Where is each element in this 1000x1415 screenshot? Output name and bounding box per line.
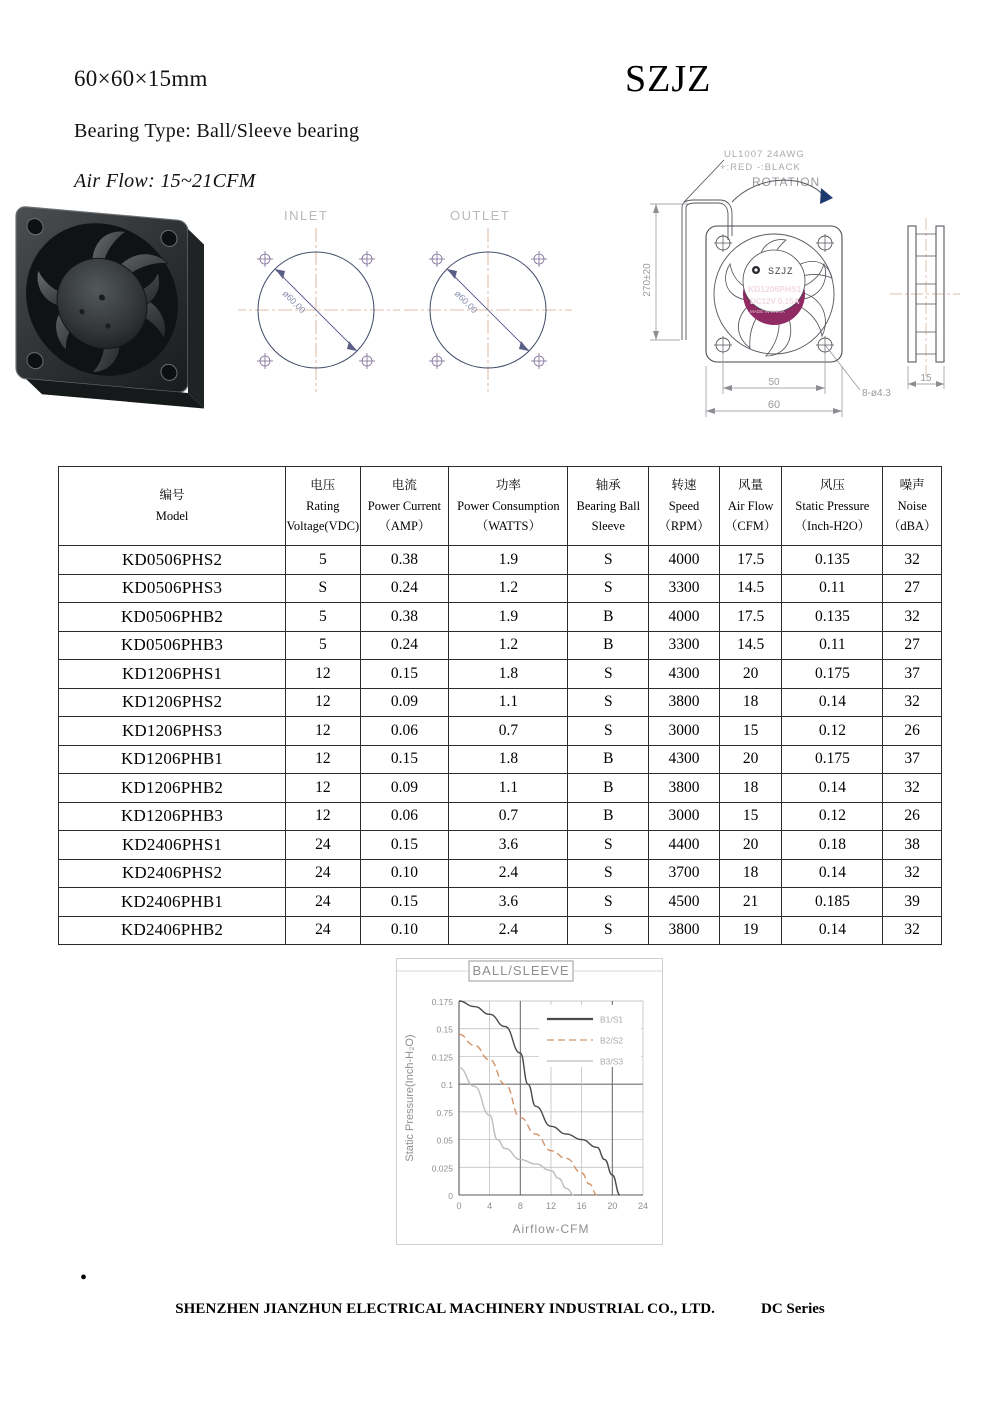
- cell-air-flow: 20: [719, 745, 782, 774]
- cell-model: KD1206PHB1: [59, 745, 286, 774]
- cell-bearing: S: [568, 688, 649, 717]
- cell-static-pressure: 0.185: [782, 888, 883, 917]
- chart-legend-bg: [539, 1005, 641, 1067]
- cell-static-pressure: 0.11: [782, 574, 883, 603]
- cell-power-current: 0.10: [360, 916, 449, 945]
- inlet-diameter-dim: ø60.00: [280, 288, 308, 316]
- cell-bearing: B: [568, 631, 649, 660]
- cell-noise: 32: [883, 774, 942, 803]
- inlet-label: INLET: [284, 208, 329, 223]
- cell-bearing: B: [568, 745, 649, 774]
- cell-static-pressure: 0.18: [782, 831, 883, 860]
- table-row: [59, 631, 942, 660]
- cell-air-flow: 19: [719, 916, 782, 945]
- cell-speed: 4000: [649, 603, 720, 632]
- cell-power-current: 0.15: [360, 831, 449, 860]
- column-header-power-consumption: [449, 467, 568, 546]
- hole-spec-label: 8-ø4.3: [862, 388, 891, 399]
- header-cn: 编号: [159, 488, 185, 503]
- cell-rating: 5: [286, 631, 360, 660]
- cell-power-consumption: 2.4: [449, 859, 568, 888]
- cell-power-current: 0.06: [360, 717, 449, 746]
- lead-length-dim: 270±20: [642, 263, 653, 297]
- brand-logo: SZJZ: [625, 58, 712, 100]
- header-cn: 电压: [310, 478, 336, 493]
- spec-dimensions: 60×60×15mm: [74, 66, 208, 91]
- column-header-speed: [649, 467, 720, 546]
- cell-model: KD1206PHB3: [59, 802, 286, 831]
- chart-ytick-label: 0.025: [431, 1163, 453, 1174]
- cell-model: KD2406PHB1: [59, 888, 286, 917]
- cell-bearing: S: [568, 574, 649, 603]
- cell-static-pressure: 0.175: [782, 660, 883, 689]
- chart-ytick-label: 0.175: [431, 997, 453, 1007]
- cell-model: KD1206PHS1: [59, 660, 286, 689]
- chart-legend-label: B2/S2: [600, 1035, 624, 1046]
- header-unit: （AMP）: [378, 519, 431, 534]
- cell-power-consumption: 1.1: [449, 774, 568, 803]
- table-header-row: [59, 467, 942, 546]
- header-en: Noise: [897, 498, 927, 513]
- header-cn: 风压: [819, 478, 845, 493]
- cell-model: KD0506PHB2: [59, 603, 286, 632]
- table-row: [59, 574, 942, 603]
- header-cn: 风量: [738, 478, 764, 493]
- hub-brand-label: SZJZ: [768, 266, 794, 276]
- header-unit: （Inch-H2O）: [794, 519, 871, 534]
- cell-noise: 37: [883, 745, 942, 774]
- table-row: [59, 688, 942, 717]
- cell-static-pressure: 0.135: [782, 603, 883, 632]
- cell-rating: 24: [286, 859, 360, 888]
- cell-rating: 12: [286, 688, 360, 717]
- cell-power-current: 0.38: [360, 546, 449, 575]
- cell-noise: 39: [883, 888, 942, 917]
- cell-static-pressure: 0.12: [782, 717, 883, 746]
- column-header-rating: [286, 467, 360, 546]
- cell-power-current: 0.06: [360, 802, 449, 831]
- cell-noise: 32: [883, 546, 942, 575]
- cell-air-flow: 18: [719, 688, 782, 717]
- cell-power-consumption: 1.8: [449, 745, 568, 774]
- cell-speed: 4000: [649, 546, 720, 575]
- table-row: [59, 831, 942, 860]
- cell-power-consumption: 1.9: [449, 603, 568, 632]
- header-en: Air Flow: [727, 498, 774, 513]
- cell-bearing: S: [568, 717, 649, 746]
- column-header-static-pressure: [782, 467, 883, 546]
- footer-series-label: DC Series: [761, 1301, 825, 1317]
- cell-power-consumption: 2.4: [449, 916, 568, 945]
- table-row: [59, 603, 942, 632]
- cell-power-current: 0.10: [360, 859, 449, 888]
- cell-bearing: S: [568, 546, 649, 575]
- cell-bearing: S: [568, 888, 649, 917]
- cell-bearing: S: [568, 859, 649, 888]
- cell-rating: 5: [286, 603, 360, 632]
- cell-noise: 32: [883, 916, 942, 945]
- cell-rating: 12: [286, 717, 360, 746]
- table-row: [59, 802, 942, 831]
- cell-speed: 4400: [649, 831, 720, 860]
- header-unit: Sleeve: [591, 519, 625, 534]
- cell-static-pressure: 0.14: [782, 774, 883, 803]
- assembly-drawing: [628, 140, 968, 422]
- header-en: Static Pressure: [795, 498, 870, 513]
- cell-model: KD0506PHS2: [59, 546, 286, 575]
- spec-air-flow: Air Flow: 15~21CFM: [74, 170, 256, 192]
- page-footer: [0, 1300, 1000, 1318]
- table-row: [59, 717, 942, 746]
- table-row: [59, 774, 942, 803]
- cell-static-pressure: 0.135: [782, 546, 883, 575]
- specification-table: [58, 466, 942, 945]
- header-en: Power Current: [367, 498, 442, 513]
- hub-origin-label: MADE IN CHINA: [750, 309, 785, 314]
- chart-title: BALL/SLEEVE: [472, 963, 570, 978]
- cell-power-consumption: 1.2: [449, 574, 568, 603]
- cell-air-flow: 15: [719, 802, 782, 831]
- cell-speed: 4500: [649, 888, 720, 917]
- cell-speed: 3800: [649, 774, 720, 803]
- chart-legend-label: B1/S1: [600, 1014, 624, 1025]
- header-cn: 轴承: [595, 478, 621, 493]
- cell-air-flow: 20: [719, 831, 782, 860]
- cell-noise: 38: [883, 831, 942, 860]
- cell-power-consumption: 3.6: [449, 831, 568, 860]
- cell-speed: 3800: [649, 688, 720, 717]
- header-en: Speed: [668, 498, 700, 513]
- cell-speed: 4300: [649, 660, 720, 689]
- cell-power-consumption: 1.9: [449, 546, 568, 575]
- header-en: Power Consumption: [457, 498, 560, 513]
- cell-air-flow: 20: [719, 660, 782, 689]
- cell-bearing: S: [568, 916, 649, 945]
- cell-static-pressure: 0.12: [782, 802, 883, 831]
- cell-bearing: B: [568, 774, 649, 803]
- column-header-model: [59, 467, 286, 546]
- chart-ytick-label: 0.15: [436, 1024, 453, 1035]
- cell-model: KD1206PHS2: [59, 688, 286, 717]
- table-row: [59, 745, 942, 774]
- fan-product-photo: [12, 198, 212, 410]
- chart-ytick-label: 0.05: [436, 1135, 453, 1146]
- chart-xlabel: Airflow-CFM: [512, 1222, 590, 1236]
- cell-power-consumption: 0.7: [449, 802, 568, 831]
- column-header-noise: [883, 467, 942, 546]
- cell-model: KD1206PHS3: [59, 717, 286, 746]
- chart-xtick-label: 20: [607, 1201, 618, 1211]
- cell-air-flow: 14.5: [719, 631, 782, 660]
- table-row: [59, 888, 942, 917]
- header-unit: （dBA）: [887, 519, 937, 534]
- cell-rating: 24: [286, 831, 360, 860]
- cell-model: KD0506PHB3: [59, 631, 286, 660]
- chart-xtick-label: 4: [487, 1201, 493, 1211]
- cell-noise: 27: [883, 574, 942, 603]
- thickness-dim: 15: [920, 373, 932, 384]
- cell-power-current: 0.15: [360, 888, 449, 917]
- chart-xtick-label: 12: [545, 1201, 557, 1211]
- hub-model-label: KD1206PHS1: [748, 284, 802, 294]
- cell-power-consumption: 0.7: [449, 717, 568, 746]
- cell-noise: 32: [883, 859, 942, 888]
- cell-speed: 3000: [649, 717, 720, 746]
- cell-power-current: 0.09: [360, 688, 449, 717]
- header-cn: 噪声: [899, 478, 925, 493]
- chart-ylabel: Static Pressure(Inch-H₂O): [404, 1034, 416, 1162]
- cell-bearing: S: [568, 660, 649, 689]
- cell-air-flow: 18: [719, 859, 782, 888]
- cell-model: KD2406PHS1: [59, 831, 286, 860]
- cell-noise: 37: [883, 660, 942, 689]
- header-unit: （WATTS）: [475, 519, 542, 534]
- cell-noise: 32: [883, 688, 942, 717]
- inlet-outlet-drawing: [238, 198, 588, 398]
- cell-model: KD1206PHB2: [59, 774, 286, 803]
- cell-rating: S: [286, 574, 360, 603]
- outlet-label: OUTLET: [450, 208, 511, 223]
- cell-model: KD2406PHB2: [59, 916, 286, 945]
- header-unit: Voltage(VDC): [286, 519, 360, 534]
- cell-noise: 26: [883, 717, 942, 746]
- cell-noise: 27: [883, 631, 942, 660]
- cell-air-flow: 15: [719, 717, 782, 746]
- cell-model: KD0506PHS3: [59, 574, 286, 603]
- header-cn: 功率: [495, 478, 521, 493]
- column-header-bearing: [568, 467, 649, 546]
- chart-legend-label: B3/S3: [600, 1056, 624, 1067]
- cell-power-current: 0.24: [360, 574, 449, 603]
- cell-speed: 3800: [649, 916, 720, 945]
- chart-series-b3-s3: [459, 1068, 574, 1195]
- cell-power-current: 0.15: [360, 660, 449, 689]
- cell-power-consumption: 3.6: [449, 888, 568, 917]
- chart-xtick-label: 8: [517, 1201, 523, 1211]
- cell-air-flow: 14.5: [719, 574, 782, 603]
- cell-power-current: 0.24: [360, 631, 449, 660]
- cell-static-pressure: 0.14: [782, 916, 883, 945]
- cell-power-consumption: 1.8: [449, 660, 568, 689]
- table-row: [59, 859, 942, 888]
- chart-ytick-label: 0.1: [441, 1080, 453, 1091]
- performance-chart: [396, 958, 663, 1245]
- chart-xtick-label: 24: [637, 1201, 649, 1211]
- cell-static-pressure: 0.14: [782, 859, 883, 888]
- cell-model: KD2406PHS2: [59, 859, 286, 888]
- header-cn: 电流: [391, 478, 417, 493]
- cell-power-consumption: 1.1: [449, 688, 568, 717]
- hole-pitch-dim: 50: [768, 377, 780, 388]
- cell-rating: 12: [286, 660, 360, 689]
- cell-air-flow: 18: [719, 774, 782, 803]
- cell-power-current: 0.38: [360, 603, 449, 632]
- chart-ytick-label: 0.75: [436, 1107, 453, 1118]
- table-row: [59, 546, 942, 575]
- cell-noise: 26: [883, 802, 942, 831]
- column-header-power-current: [360, 467, 449, 546]
- cell-static-pressure: 0.11: [782, 631, 883, 660]
- cell-bearing: B: [568, 802, 649, 831]
- cell-speed: 3000: [649, 802, 720, 831]
- hub-rating-label: DC12V 0.15A: [750, 297, 800, 306]
- cell-rating: 12: [286, 745, 360, 774]
- cell-noise: 32: [883, 603, 942, 632]
- cell-power-consumption: 1.2: [449, 631, 568, 660]
- cell-bearing: B: [568, 603, 649, 632]
- cell-rating: 5: [286, 546, 360, 575]
- column-header-air-flow: [719, 467, 782, 546]
- cell-power-current: 0.09: [360, 774, 449, 803]
- cell-speed: 4300: [649, 745, 720, 774]
- cell-rating: 12: [286, 802, 360, 831]
- header-en: Rating: [306, 498, 340, 513]
- cell-air-flow: 17.5: [719, 603, 782, 632]
- header-cn: 转速: [671, 478, 697, 493]
- wire-polarity-label: +:RED -:BLACK: [720, 162, 801, 173]
- body-width-dim: 60: [767, 399, 781, 411]
- wire-spec-label: UL1007 24AWG: [724, 149, 805, 160]
- cell-air-flow: 17.5: [719, 546, 782, 575]
- chart-xtick-label: 16: [576, 1201, 587, 1211]
- table-row: [59, 660, 942, 689]
- cell-rating: 24: [286, 888, 360, 917]
- cell-rating: 24: [286, 916, 360, 945]
- cell-bearing: S: [568, 831, 649, 860]
- cell-speed: 3300: [649, 574, 720, 603]
- cell-power-current: 0.15: [360, 745, 449, 774]
- chart-ytick-label: 0: [448, 1191, 453, 1201]
- header-en: Model: [155, 509, 189, 523]
- cell-speed: 3700: [649, 859, 720, 888]
- chart-ytick-label: 0.125: [431, 1052, 453, 1063]
- table-row: [59, 916, 942, 945]
- cell-air-flow: 21: [719, 888, 782, 917]
- chart-xtick-label: 0: [456, 1201, 462, 1211]
- cell-static-pressure: 0.175: [782, 745, 883, 774]
- header-unit: （CFM）: [724, 519, 777, 534]
- rotation-label: ROTATION: [752, 175, 821, 189]
- footer-company-name: SHENZHEN JIANZHUN ELECTRICAL MACHINERY INDUSTRIAL CO., LTD.: [175, 1301, 716, 1317]
- cell-static-pressure: 0.14: [782, 688, 883, 717]
- outlet-diameter-dim: ø60.00: [452, 288, 480, 316]
- spec-bearing-type: Bearing Type: Ball/Sleeve bearing: [74, 120, 360, 142]
- header-en: Bearing Ball: [576, 498, 641, 513]
- page-bullet: •: [80, 1267, 88, 1289]
- cell-rating: 12: [286, 774, 360, 803]
- cell-speed: 3300: [649, 631, 720, 660]
- header-unit: （RPM）: [658, 519, 710, 534]
